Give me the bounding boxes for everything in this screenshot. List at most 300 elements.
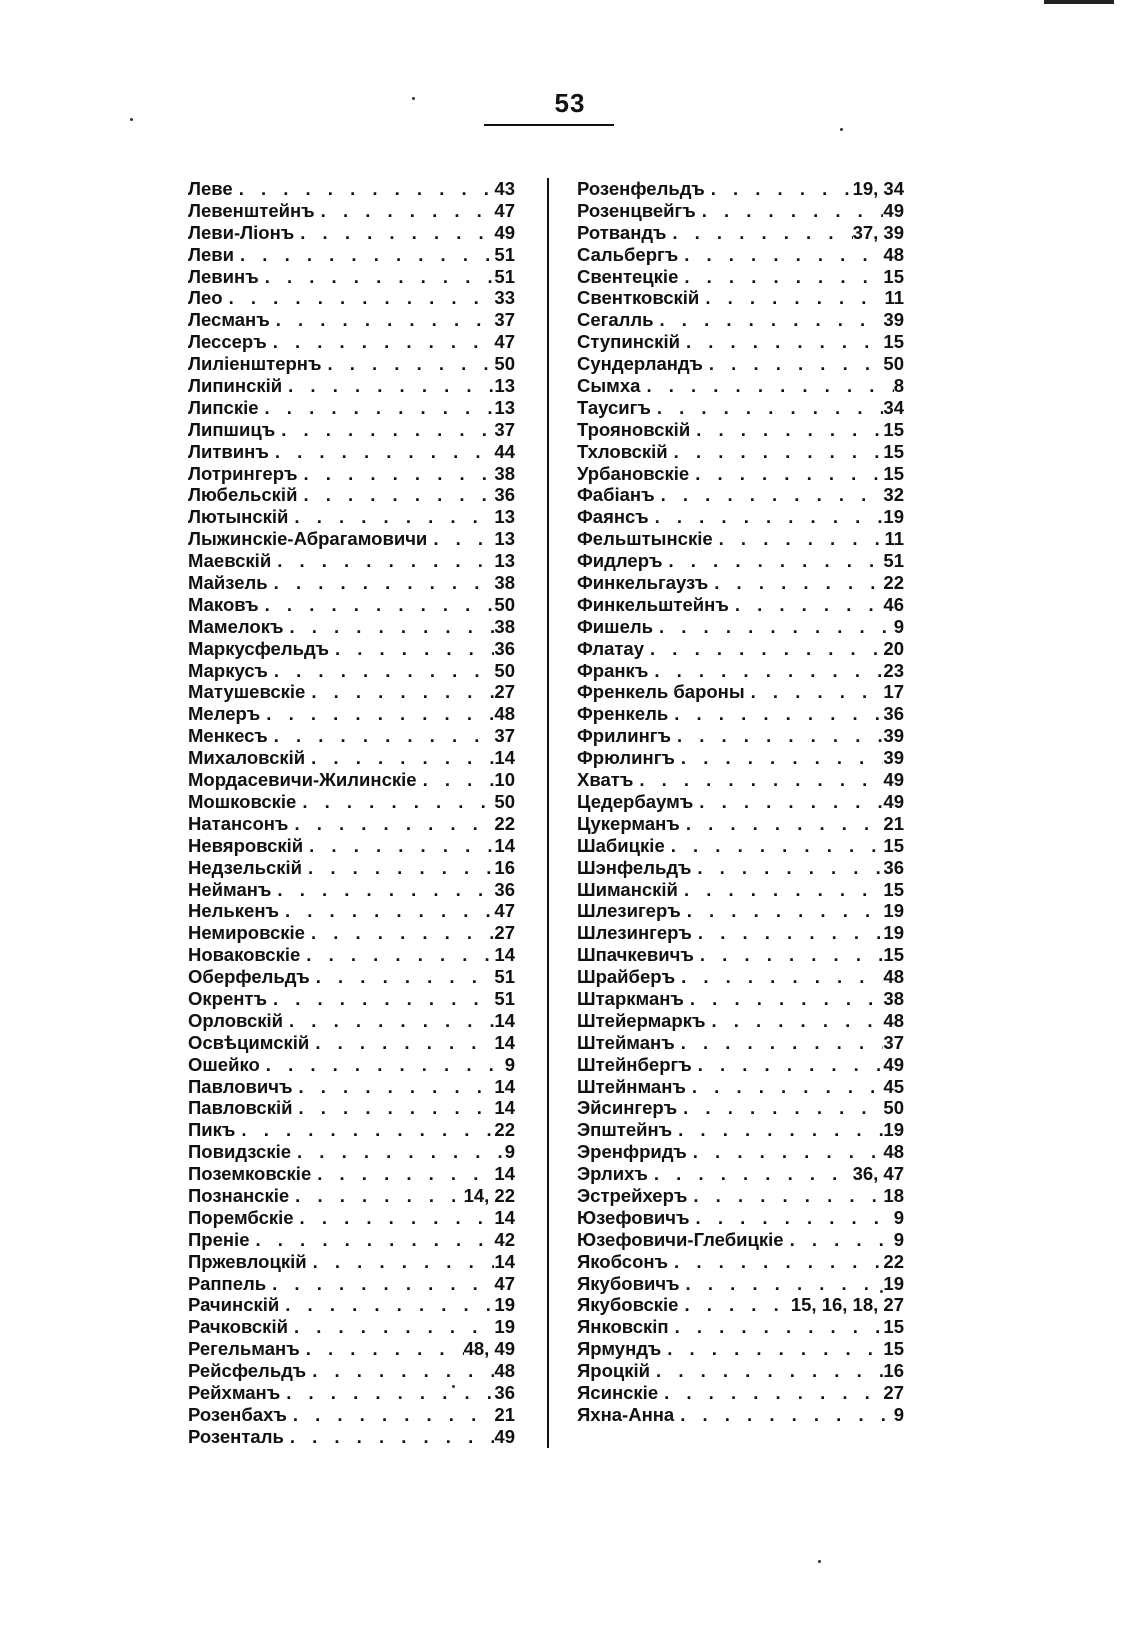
page-number-rule [484, 124, 614, 126]
index-entry [188, 594, 515, 616]
entry-pages: 9 [893, 615, 904, 637]
entry-name: Розенбахъ [188, 1403, 287, 1425]
index-entry [188, 922, 515, 944]
index-entry [577, 1360, 904, 1382]
index-entry [577, 1382, 904, 1404]
entry-name: Ошейко [188, 1053, 260, 1075]
entry-name: Ярмундъ [577, 1338, 662, 1360]
dot-leader [300, 1338, 464, 1360]
entry-pages: 49 [883, 769, 904, 791]
index-entry [577, 550, 904, 572]
entry-pages: 14 [494, 834, 515, 856]
dot-leader [681, 900, 884, 922]
entry-pages: 19 [883, 506, 904, 528]
index-entry [577, 309, 904, 331]
entry-name: Маркусъ [188, 659, 268, 681]
entry-name: Сегалль [577, 309, 654, 331]
entry-name: Штаркманъ [577, 987, 684, 1009]
dot-leader [284, 1426, 495, 1448]
entry-pages: 36 [883, 856, 904, 878]
dot-leader [280, 1382, 494, 1404]
dot-leader [640, 375, 893, 397]
dot-leader [302, 857, 494, 879]
dot-leader [649, 506, 884, 528]
dot-leader [684, 988, 884, 1010]
entry-pages: 15 [883, 418, 904, 440]
entry-name: Освѣцимскiй [188, 1031, 310, 1053]
entry-name: Финкельштейнъ [577, 593, 729, 615]
entry-name: Липинскiй [188, 375, 283, 397]
entry-pages: 49 [883, 790, 904, 812]
index-entry [188, 1294, 515, 1316]
index-entry [577, 900, 904, 922]
dot-leader [289, 1185, 463, 1207]
entry-name: Лотрингеръ [188, 462, 298, 484]
entry-pages: 27 [883, 1381, 904, 1403]
index-entry [188, 1010, 515, 1032]
entry-pages: 50 [883, 353, 904, 375]
entry-pages: 9 [893, 1403, 904, 1425]
index-entry [577, 1207, 904, 1229]
entry-name: Любельскiй [188, 484, 298, 506]
entry-pages: 47 [494, 331, 515, 353]
dot-leader [283, 616, 494, 638]
entry-pages: 44 [494, 440, 515, 462]
index-entry [577, 287, 904, 309]
entry-name: Штейманъ [577, 1031, 675, 1053]
entry-pages: 14 [494, 1163, 515, 1185]
entry-name: Павловичъ [188, 1075, 293, 1097]
index-entry [188, 1163, 515, 1185]
entry-name: Литвинъ [188, 440, 269, 462]
entry-name: Шиманскiй [577, 878, 678, 900]
index-entry [188, 638, 515, 660]
index-entry [577, 353, 904, 375]
dot-leader [690, 1207, 894, 1229]
index-entry [188, 441, 515, 463]
scan-speck [452, 1385, 455, 1388]
dot-leader [708, 572, 883, 594]
index-entry [188, 1404, 515, 1426]
entry-pages: 19 [494, 1294, 515, 1316]
entry-pages: 36, 47 [852, 1163, 904, 1185]
entry-name: Розенцвейгъ [577, 199, 696, 221]
entry-name: Повидзскiе [188, 1141, 292, 1163]
dot-leader [305, 681, 494, 703]
dot-leader [282, 375, 494, 397]
index-entry [188, 1141, 515, 1163]
entry-pages: 20 [883, 637, 904, 659]
entry-name: Липскiе [188, 396, 259, 418]
entry-pages: 32 [883, 484, 904, 506]
dot-leader [309, 1032, 494, 1054]
dot-leader [672, 1119, 883, 1141]
dot-leader [703, 353, 884, 375]
dot-leader [668, 441, 884, 463]
index-entry [577, 463, 904, 485]
dot-leader [294, 1207, 495, 1229]
index-entry [188, 266, 515, 288]
entry-name: Ротвандъ [577, 221, 667, 243]
entry-name: Юзефовичъ [577, 1206, 690, 1228]
entry-name: Рачинскiй [188, 1294, 280, 1316]
dot-leader [705, 1010, 883, 1032]
entry-pages: 22 [883, 572, 904, 594]
dot-leader [655, 484, 884, 506]
entry-pages: 13 [494, 375, 515, 397]
entry-name: Майзель [188, 572, 268, 594]
dot-leader [699, 287, 884, 309]
index-entry [577, 1273, 904, 1295]
index-entry [577, 1338, 904, 1360]
entry-name: Штейнманъ [577, 1075, 686, 1097]
entry-name: Френкель бароны [577, 681, 745, 703]
dot-leader [268, 660, 495, 682]
index-entry [188, 419, 515, 441]
index-entry [188, 222, 515, 244]
index-entry [577, 747, 904, 769]
entry-pages: 13 [494, 506, 515, 528]
entry-name: Финкельгаузъ [577, 572, 709, 594]
dot-leader [310, 966, 495, 988]
dot-leader [417, 769, 495, 791]
entry-name: Мелеръ [188, 703, 261, 725]
entry-pages: 49 [883, 199, 904, 221]
index-entry [188, 1032, 515, 1054]
index-entry [577, 1163, 904, 1185]
entry-name: Левинъ [188, 265, 259, 287]
scan-speck [130, 118, 133, 121]
entry-name: Нелькенъ [188, 900, 279, 922]
entry-pages: 14 [494, 1031, 515, 1053]
index-entry [577, 200, 904, 222]
dot-leader [653, 616, 894, 638]
entry-name: Штейнбергъ [577, 1053, 692, 1075]
dot-leader [678, 879, 883, 901]
index-entry [188, 988, 515, 1010]
index-entry [577, 244, 904, 266]
index-entry [188, 813, 515, 835]
entry-name: Пржевлоцкiй [188, 1250, 307, 1272]
entry-pages: 13 [494, 550, 515, 572]
dot-leader [235, 1119, 494, 1141]
entry-pages: 15 [883, 1316, 904, 1338]
index-entry [577, 879, 904, 901]
entry-pages: 9 [893, 1228, 904, 1250]
entry-pages: 14 [494, 1206, 515, 1228]
index-entry [188, 178, 515, 200]
entry-pages: 15 [883, 462, 904, 484]
entry-name: Свентецкiе [577, 265, 679, 287]
index-entry [188, 1360, 515, 1382]
entry-name: Фрилингъ [577, 725, 671, 747]
entry-name: Янковскiп [577, 1316, 669, 1338]
entry-pages: 39 [883, 725, 904, 747]
index-entry [577, 966, 904, 988]
dot-leader [680, 813, 884, 835]
dot-leader [705, 178, 853, 200]
entry-name: Шэнфельдъ [577, 856, 692, 878]
entry-pages: 9 [893, 1206, 904, 1228]
entry-name: Окрентъ [188, 987, 267, 1009]
index-entry [188, 1251, 515, 1273]
entry-name: Лесманъ [188, 309, 270, 331]
entry-pages: 51 [494, 265, 515, 287]
entry-pages: 22 [883, 1250, 904, 1272]
entry-name: Шлезингеръ [577, 922, 692, 944]
index-entry [577, 1185, 904, 1207]
index-entry [577, 419, 904, 441]
entry-pages: 38 [494, 572, 515, 594]
entry-name: Рачковскiй [188, 1316, 288, 1338]
dot-leader [694, 944, 884, 966]
index-entry [188, 397, 515, 419]
index-entry [577, 922, 904, 944]
dot-leader [223, 287, 495, 309]
entry-pages: 48 [883, 1141, 904, 1163]
index-entry [188, 463, 515, 485]
dot-leader [270, 309, 495, 331]
entry-pages: 13 [494, 528, 515, 550]
dot-leader [691, 857, 883, 879]
entry-pages: 14 [494, 944, 515, 966]
entry-name: Оберфельдъ [188, 966, 310, 988]
entry-name: Мордасевичи-Жилинскiе [188, 769, 417, 791]
index-entry [188, 857, 515, 879]
dot-leader [687, 1185, 883, 1207]
index-entry [577, 1097, 904, 1119]
entry-name: Штейермаркъ [577, 1009, 706, 1031]
index-entry [188, 528, 515, 550]
index-entry [188, 331, 515, 353]
entry-name: Якубовичъ [577, 1272, 680, 1294]
dot-leader [260, 703, 494, 725]
entry-name: Невяровскiй [188, 834, 304, 856]
dot-leader [690, 419, 883, 441]
entry-name: Яхна-Анна [577, 1403, 675, 1425]
index-entry [188, 1207, 515, 1229]
entry-pages: 48 [494, 1360, 515, 1382]
index-entry [188, 1076, 515, 1098]
entry-pages: 50 [883, 1097, 904, 1119]
entry-name: Сымха [577, 375, 641, 397]
entry-name: Шрайберъ [577, 966, 676, 988]
entry-name: Павловскiй [188, 1097, 293, 1119]
entry-name: Леви [188, 243, 235, 265]
entry-pages: 51 [494, 243, 515, 265]
dot-leader [680, 1273, 884, 1295]
index-entry [188, 879, 515, 901]
index-entry [188, 1426, 515, 1448]
dot-leader [674, 1404, 893, 1426]
index-entry [577, 572, 904, 594]
dot-leader [668, 1251, 883, 1273]
entry-name: Шлезигеръ [577, 900, 681, 922]
entry-pages: 14 [494, 747, 515, 769]
entry-pages: 49 [494, 221, 515, 243]
dot-leader [648, 660, 883, 682]
scan-speck [840, 128, 843, 131]
index-entry [188, 791, 515, 813]
entry-name: Флатау [577, 637, 645, 659]
dot-leader [294, 222, 494, 244]
entry-name: Сальбергъ [577, 243, 679, 265]
dot-leader [279, 900, 494, 922]
index-entry [188, 725, 515, 747]
entry-name: Леви-Лiонъ [188, 221, 295, 243]
dot-leader [648, 1163, 853, 1185]
index-entry [188, 1185, 515, 1207]
dot-leader [297, 484, 494, 506]
dot-leader [268, 725, 495, 747]
index-entry [188, 200, 515, 222]
entry-name: Эренфридъ [577, 1141, 687, 1163]
entry-pages: 51 [883, 550, 904, 572]
entry-name: Пренiе [188, 1228, 250, 1250]
entry-pages: 38 [494, 615, 515, 637]
dot-leader [275, 419, 494, 441]
index-entry [188, 1316, 515, 1338]
entry-pages: 27 [494, 681, 515, 703]
dot-leader [692, 1054, 884, 1076]
entry-pages: 48 [883, 243, 904, 265]
entry-pages: 14, 22 [463, 1184, 515, 1206]
dot-leader [677, 1097, 883, 1119]
entry-pages: 18 [883, 1184, 904, 1206]
entry-name: Эрлихъ [577, 1163, 648, 1185]
dot-leader [650, 1360, 883, 1382]
entry-name: Юзефовичи-Глебицкiе [577, 1228, 784, 1250]
index-entry [188, 1338, 515, 1360]
index-entry [188, 244, 515, 266]
dot-leader [267, 331, 495, 353]
dot-leader [296, 791, 494, 813]
entry-pages: 47 [494, 199, 515, 221]
dot-leader [689, 463, 883, 485]
entry-pages: 42 [494, 1228, 515, 1250]
index-entry [577, 1229, 904, 1251]
entry-pages: 48, 49 [463, 1338, 515, 1360]
index-entry [188, 506, 515, 528]
entry-pages: 48 [883, 966, 904, 988]
entry-pages: 15 [883, 265, 904, 287]
entry-pages: 13 [494, 396, 515, 418]
dot-leader [300, 944, 494, 966]
entry-pages: 15 [883, 944, 904, 966]
index-entry [188, 572, 515, 594]
index-entry [577, 397, 904, 419]
index-entry [188, 747, 515, 769]
entry-pages: 15 [883, 878, 904, 900]
index-entry [188, 550, 515, 572]
entry-pages: 49 [883, 1053, 904, 1075]
index-entry [577, 988, 904, 1010]
index-entry [577, 1032, 904, 1054]
entry-name: Розенталь [188, 1425, 284, 1447]
entry-pages: 37 [494, 725, 515, 747]
entry-pages: 50 [494, 790, 515, 812]
dot-leader [651, 397, 884, 419]
dot-leader [675, 747, 884, 769]
index-entry [577, 528, 904, 550]
dot-leader [321, 353, 494, 375]
entry-name: Липшицъ [188, 418, 276, 440]
entry-pages: 16 [494, 856, 515, 878]
entry-pages: 19 [883, 900, 904, 922]
entry-pages: 37 [494, 309, 515, 331]
entry-name: Яроцкiй [577, 1360, 651, 1382]
entry-pages: 19 [494, 1316, 515, 1338]
index-entry [577, 1119, 904, 1141]
dot-leader [693, 791, 883, 813]
entry-name: Фидлеръ [577, 550, 663, 572]
entry-pages: 15, 16, 18, 27 [790, 1294, 904, 1316]
entry-pages: 19 [883, 1119, 904, 1141]
entry-name: Регельманъ [188, 1338, 300, 1360]
entry-pages: 34 [883, 396, 904, 418]
index-entry [577, 813, 904, 835]
dot-leader [288, 506, 494, 528]
entry-name: Ступинскiй [577, 331, 680, 353]
entry-name: Лессеръ [188, 331, 267, 353]
entry-name: Левенштейнъ [188, 199, 315, 221]
index-entry [577, 944, 904, 966]
dot-leader [306, 1360, 494, 1382]
dot-leader [329, 638, 494, 660]
index-entry [577, 331, 904, 353]
scan-speck [880, 1290, 883, 1293]
entry-pages: 10 [494, 769, 515, 791]
entry-pages: 11 [884, 528, 904, 550]
index-entry [188, 681, 515, 703]
entry-name: Леве [188, 178, 233, 199]
entry-pages: 36 [494, 637, 515, 659]
entry-pages: 22 [494, 1119, 515, 1141]
index-entry [577, 835, 904, 857]
entry-pages: 14 [494, 1097, 515, 1119]
entry-pages: 19, 34 [852, 178, 904, 199]
entry-name: Таусигъ [577, 396, 651, 418]
entry-name: Мошковскiе [188, 790, 297, 812]
dot-leader [644, 638, 883, 660]
dot-leader [259, 594, 495, 616]
index-entry [577, 441, 904, 463]
index-entry [577, 1316, 904, 1338]
entry-name: Френкель [577, 703, 669, 725]
index-entry [188, 1229, 515, 1251]
dot-leader [669, 1316, 884, 1338]
index-entry [577, 857, 904, 879]
index-entry [577, 484, 904, 506]
dot-leader [259, 397, 495, 419]
dot-leader [675, 966, 883, 988]
entry-name: Познанскiе [188, 1184, 290, 1206]
index-entry [188, 309, 515, 331]
entry-name: Фишель [577, 615, 653, 637]
entry-name: Шабицкiе [577, 834, 665, 856]
dot-leader [633, 769, 883, 791]
entry-name: Маевскiй [188, 550, 272, 572]
index-entry [188, 966, 515, 988]
entry-pages: 38 [494, 462, 515, 484]
entry-name: Хватъ [577, 769, 634, 791]
dot-leader [692, 922, 884, 944]
index-entry [188, 944, 515, 966]
entry-pages: 47 [494, 1272, 515, 1294]
entry-name: Орловскiй [188, 1009, 284, 1031]
entry-pages: 9 [504, 1053, 515, 1075]
index-entry [577, 1294, 904, 1316]
